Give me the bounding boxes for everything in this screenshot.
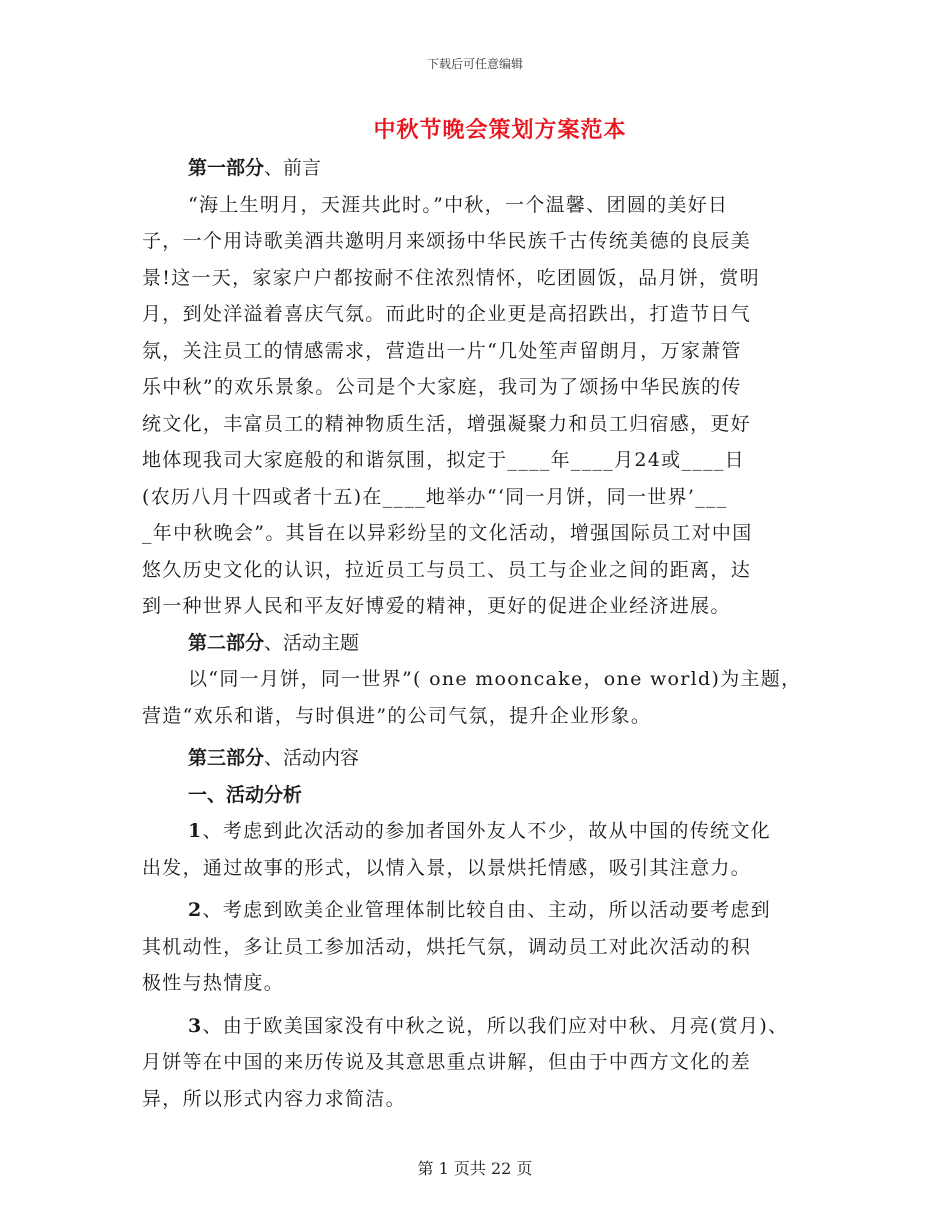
part1-heading: [142, 150, 810, 187]
part1-line: 月，到处洋溢着喜庆气氛。而此时的企业更是高招跌出，打造节日气: [142, 303, 752, 325]
item3-line: 月饼等在中国的来历传说及其意思重点讲解，但由于中西方文化的差: [142, 1051, 752, 1073]
document-body: [142, 150, 810, 1117]
part2-line: 以“同一月饼，同一世界”( one mooncake，one world)为主题，: [188, 668, 802, 690]
item2-line: 其机动性，多让员工参加活动，烘托气氛，调动员工对此次活动的积: [142, 935, 752, 958]
part1-line: 子，一个用诗歌美酒共邀明月来颂扬中华民族千古传统美德的良辰美: [142, 230, 752, 252]
part1-line: 地体现我司大家庭般的和谐氛围，拟定于____年____月24或____日: [142, 449, 745, 471]
part1-line: “海上生明月，天涯共此时。”中秋，一个温馨、团圆的美好日: [188, 193, 729, 216]
item2-line: 极性与热情度。: [142, 972, 285, 994]
section1-heading-text: 一、活动分析: [188, 783, 303, 806]
part3-heading-rest: 、活动内容: [264, 747, 360, 769]
item3-line: 异，所以形式内容力求简洁。: [142, 1087, 406, 1110]
item3-text: 、由于欧美国家没有中秋之说，所以我们应对中秋、月亮(赏月)、: [202, 1014, 789, 1037]
item2-number: 2: [188, 899, 203, 921]
part1-heading-rest: 、前言: [264, 157, 322, 179]
part2-line: 营造“欢乐和谐，与时俱进”的公司气氛，提升企业形象。: [142, 704, 652, 727]
part2-heading-bold: 第二部分: [188, 631, 265, 654]
part1-line: 统文化，丰富员工的精神物质生活，增强凝聚力和员工归宿感，更好: [142, 412, 752, 435]
item1-text: 、考虑到此次活动的参加者国外友人不少，故从中国的传统文化: [202, 820, 771, 842]
page-footer: 第 1 页共 22 页: [417, 1159, 533, 1178]
item2-text: 、考虑到欧美企业管理体制比较自由、主动，所以活动要考虑到: [202, 899, 771, 921]
part1-line: 景!这一天，家家户户都按耐不住浓烈情怀，吃团圆饭，品月饼，赏明: [142, 266, 760, 289]
part3-heading: [142, 740, 810, 777]
page-header: 下载后可任意编辑: [426, 57, 523, 71]
part3-heading-bold: 第三部分: [188, 747, 265, 769]
item2-line: [142, 892, 810, 929]
item1-line: [142, 813, 810, 850]
part1-line: _年中秋晚会”。其旨在以异彩纷呈的文化活动，增强国际员工对中国: [142, 522, 753, 544]
part1-line: 到一种世界人民和平友好博爱的精神，更好的促进企业经济进展。: [142, 595, 731, 617]
item1-number: 1: [188, 820, 203, 842]
item1-line: 出发，通过故事的形式，以情入景，以景烘托情感，吸引其注意力。: [142, 856, 752, 879]
part1-line: 悠久历史文化的认识，拉近员工与员工、员工与企业之间的距离，达: [142, 558, 752, 581]
part2-heading: [142, 625, 810, 662]
part1-heading-bold: 第一部分: [188, 157, 265, 179]
item3-line: [142, 1008, 810, 1045]
item3-number: 3: [188, 1014, 203, 1037]
part2-heading-rest: 、活动主题: [264, 631, 360, 654]
part1-line: 氛，关注员工的情感需求，营造出一片“几处笙声留朗月，万家萧管: [142, 339, 742, 362]
document-title: 中秋节晚会策划方案范本: [373, 117, 627, 143]
part1-line: 乐中秋”的欢乐景象。公司是个大家庭，我司为了颂扬中华民族的传: [142, 376, 742, 398]
part1-line: (农历八月十四或者十五)在____地举办“‘同一月饼，同一世界’___: [142, 485, 728, 508]
section1-heading: [142, 777, 810, 814]
